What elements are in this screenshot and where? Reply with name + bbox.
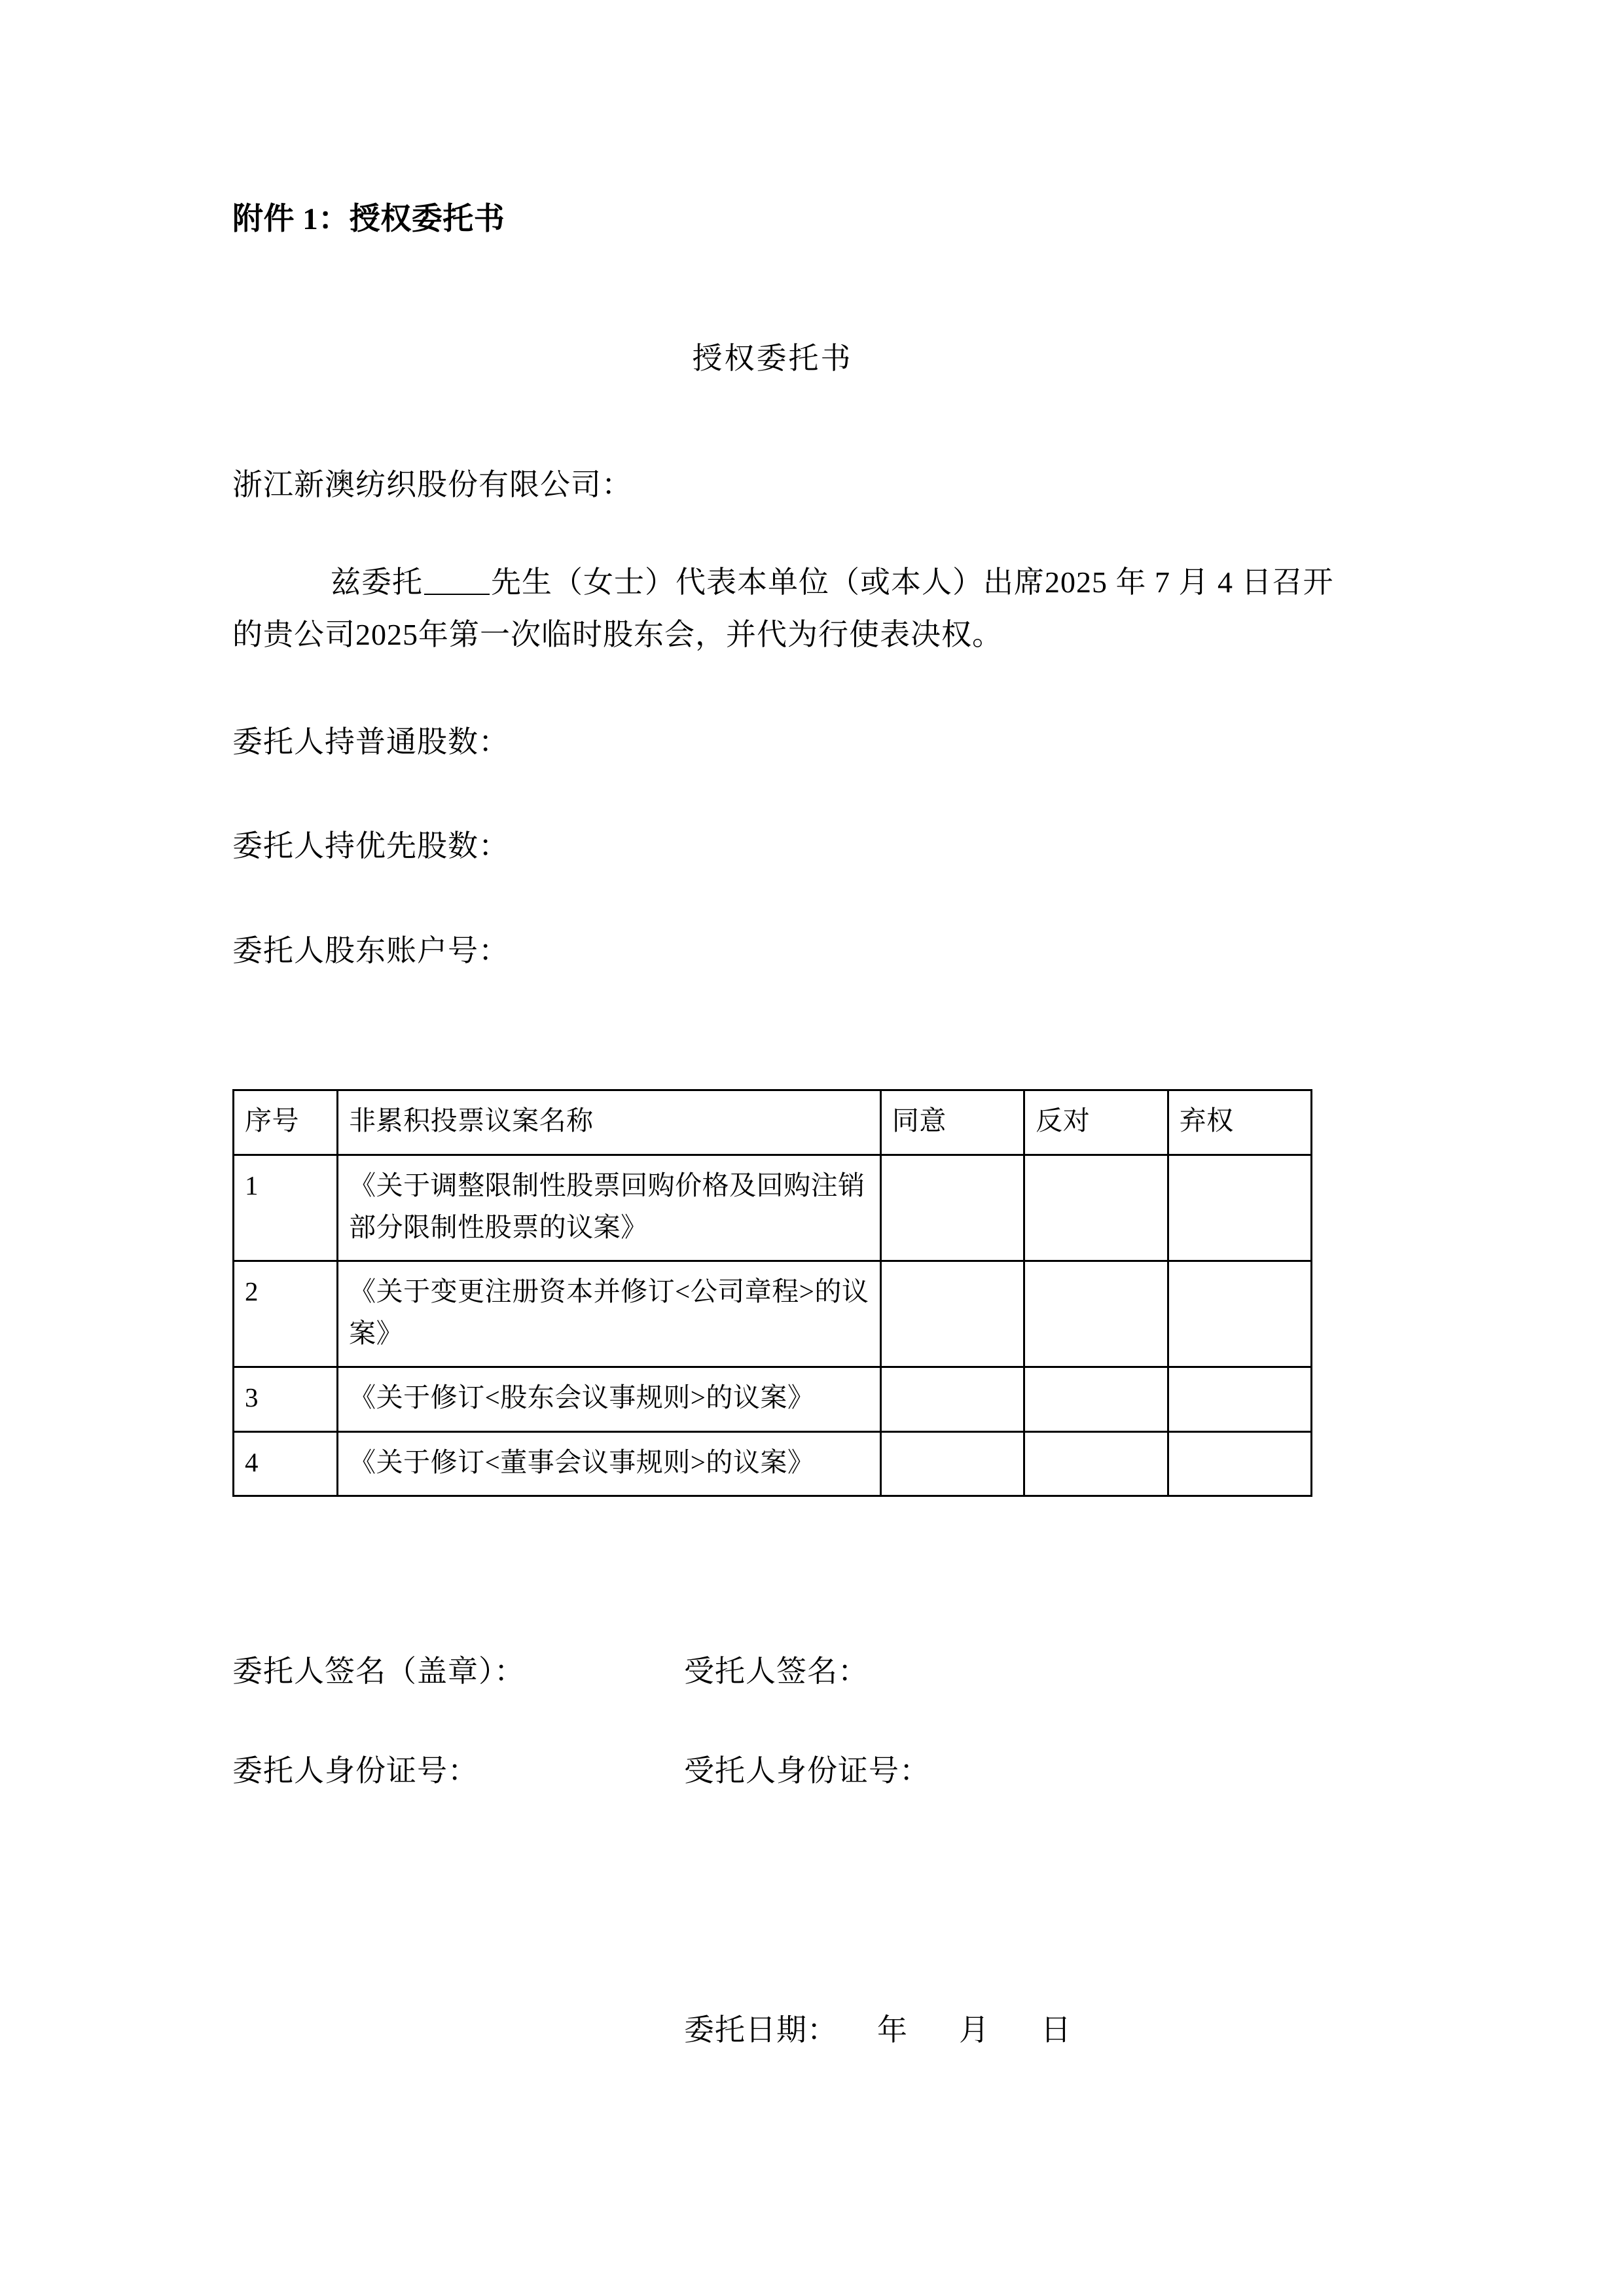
cell-against[interactable] [1024, 1367, 1168, 1432]
date-day-label: 日 [1041, 2013, 1072, 2047]
date-year-label: 年 [877, 2013, 908, 2047]
table-row [234, 1367, 1312, 1432]
cell-abstain[interactable] [1168, 1155, 1311, 1261]
field-shareholder-account: 委托人股东账户号： [232, 933, 509, 967]
principal-signature-label: 委托人签名（盖章）： [232, 1655, 525, 1689]
page-title: 授权委托书 [692, 341, 853, 375]
column-header-agree: 同意 [880, 1090, 1024, 1155]
cell-abstain[interactable] [1168, 1367, 1311, 1432]
document-content [232, 196, 1352, 2049]
cell-against[interactable] [1024, 1261, 1168, 1367]
field-common-shares: 委托人持普通股数： [232, 725, 509, 759]
table-header-row [234, 1090, 1312, 1155]
field-preferred-shares: 委托人持优先股数： [232, 829, 509, 863]
cell-agree[interactable] [880, 1367, 1024, 1432]
cell-agree[interactable] [880, 1155, 1024, 1261]
principal-id-label: 委托人身份证号： [232, 1754, 478, 1788]
column-header-no: 序号 [234, 1090, 338, 1155]
cell-no: 1 [234, 1155, 338, 1261]
cell-agree[interactable] [880, 1431, 1024, 1496]
table-row [234, 1155, 1312, 1261]
cell-proposal-name: 《关于调整限制性股票回购价格及回购注销部分限制性股票的议案》 [338, 1155, 881, 1261]
paragraph-suffix: 先生（女士）代表本单位（或本人）出席2025 年 7 月 4 日召开的贵公司2025年第一次临时股东会，并代为行使表决权。 [232, 565, 1334, 652]
cell-proposal-name: 《关于变更注册资本并修订<公司章程>的议案》 [338, 1261, 881, 1367]
trustee-id-label: 受托人身份证号： [684, 1754, 930, 1788]
attachment-title: 附件 1：授权委托书 [232, 202, 505, 236]
cell-against[interactable] [1024, 1431, 1168, 1496]
voting-table [232, 1089, 1312, 1497]
cell-abstain[interactable] [1168, 1261, 1311, 1367]
table-row [234, 1431, 1312, 1496]
cell-abstain[interactable] [1168, 1431, 1311, 1496]
cell-proposal-name: 《关于修订<董事会议事规则>的议案》 [338, 1431, 881, 1496]
authorization-paragraph [232, 556, 1352, 662]
column-header-proposal: 非累积投票议案名称 [338, 1090, 881, 1155]
addressee-line: 浙江新澳纺织股份有限公司： [232, 468, 632, 502]
delegate-name-blank [424, 594, 490, 595]
signature-row-names [232, 1647, 1352, 1691]
signature-row-ids [232, 1747, 1352, 1790]
column-header-abstain: 弃权 [1168, 1090, 1311, 1155]
cell-no: 3 [234, 1367, 338, 1432]
trustee-signature-label: 受托人签名： [684, 1655, 869, 1689]
delegation-date-row [232, 2006, 1352, 2049]
cell-agree[interactable] [880, 1261, 1024, 1367]
column-header-against: 反对 [1024, 1090, 1168, 1155]
cell-no: 4 [234, 1431, 338, 1496]
date-month-label: 月 [959, 2013, 990, 2047]
cell-no: 2 [234, 1261, 338, 1367]
cell-against[interactable] [1024, 1155, 1168, 1261]
table-row [234, 1261, 1312, 1367]
date-label: 委托日期： [684, 2013, 838, 2047]
cell-proposal-name: 《关于修订<股东会议事规则>的议案》 [338, 1367, 881, 1432]
signature-block [232, 1647, 1352, 1790]
paragraph-prefix: 兹委托 [331, 565, 423, 599]
